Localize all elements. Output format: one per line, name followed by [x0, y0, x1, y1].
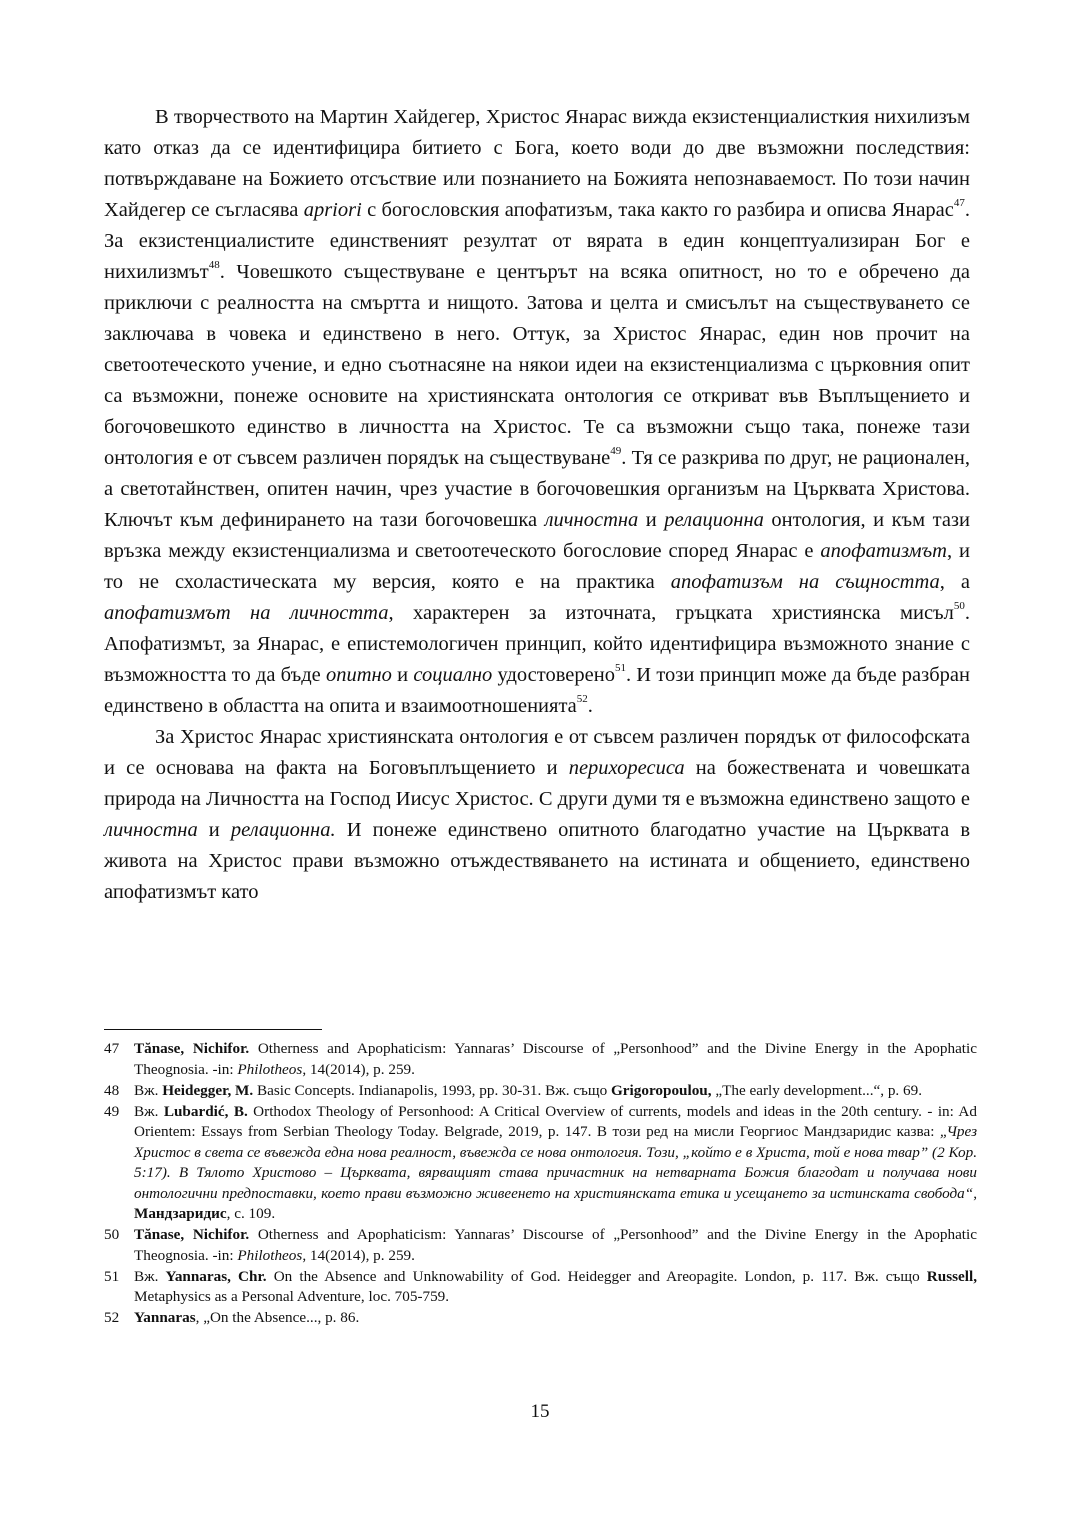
text-run: Basic Concepts. Indianapolis, 1993, pp. 30-31. Вж. също: [253, 1081, 611, 1099]
footnote-51: [104, 1267, 977, 1308]
footnote-47: [104, 1039, 977, 1080]
footnote-text: [134, 1267, 977, 1308]
footnote-author: Lubardić, B.: [163, 1102, 248, 1120]
text-run: За Христос Янарас християнската онтология е от съвсем различен порядък от философската и се основава на факта на Боговъплъщението и: [104, 726, 970, 779]
footnote-number: 51: [104, 1267, 120, 1285]
text-run: Metaphysics as a Personal Adventure, loc. 705-759.: [134, 1288, 450, 1305]
italic-run: „Чрез Христос в света се въвежда една нова реалност, въвежда се нова онтология. Този, „който е в Христа, той е нова твар” (2 Кор. 5:17). В Тялото Христово – Църквата, вярващият става причастник на нетварната Божия благодат и получава нови онтологични предпоставки, което прави възможно живеенето на християнската етика и усещането за истинската свобода“: [134, 1123, 977, 1202]
footnote-ref-52[interactable]: 52: [576, 693, 588, 706]
footnote-author: Tănase, Nichifor.: [134, 1226, 250, 1243]
text-run: , 14(2014), p. 259.: [302, 1246, 415, 1264]
italic-run: личностна: [104, 819, 198, 841]
text-run: . Човешкото съществуване е центърът на всяка опитност, но то е обречено да приключи с реалността на смъртта и нищото. Затова и целта и смисълът на съществуването се заключава в човека и единствено в него. Оттук, за Христос Янарас, един нов прочит на светоотеческото учение, и едно съотнасяне на някои идеи на екзистенциализма с църковния опит са възможни, понеже основите на християнската онтология се откриват във Въплъщението и богочовешкото единство в личността на Христос. Те са възможни също така, понеже тази онтология е от съвсем различен порядък на съществуване: [104, 261, 970, 469]
footnote-number: 52: [104, 1309, 120, 1326]
text-run: .: [587, 695, 593, 717]
footnote-ref-48[interactable]: 48: [208, 259, 220, 272]
page-number: 15: [530, 1401, 550, 1422]
italic-run: апофатизъм на същността: [670, 571, 940, 593]
body-text: [104, 102, 970, 908]
footnote-separator: [104, 1029, 322, 1030]
text-run: Orthodox Theology of Personhood: A Critical Overview of currents, models and ideas in the 20th century. - in: Ad Orientem: Essays from Serbian Theology Today. Belgrade, 2019, p. 147. В този ред на мисли Георгиос Мандзаридис казва:: [134, 1102, 977, 1140]
italic-run: релационна: [664, 509, 764, 531]
text-run: на божествената и човешката природа на Личността на Господ Иисус Христос. С други думи тя е възможна единствено защото е: [104, 757, 970, 810]
footnote-author: Heidegger, M.: [162, 1081, 254, 1099]
text-run: онтология, и към тази връзка между екзистенциализма и светоотеческото богословие според Янарас е: [104, 509, 970, 562]
text-run: Вж.: [134, 1267, 166, 1285]
text-run: . И този принцип може да бъде разбран единствено в областта на опита и взаимоотношенията: [104, 664, 970, 717]
italic-run: социално: [413, 664, 493, 686]
footnote-author: Yannaras, Chr.: [165, 1267, 267, 1285]
footnote-number: 47: [104, 1040, 120, 1057]
footnote-text: [134, 1225, 977, 1266]
text-run: , „On the Absence..., p. 86.: [195, 1309, 360, 1326]
text-run: On the Absence and Unknowability of God. Heidegger and Areopagite. London, p. 117. Вж. също: [266, 1267, 927, 1285]
footnote-ref-49[interactable]: 49: [610, 445, 622, 458]
text-run: и: [638, 509, 665, 531]
footnote-number: 49: [104, 1102, 120, 1120]
footnote-text: [134, 1308, 977, 1329]
text-run: В творчеството на Мартин Хайдегер, Христос Янарас вижда екзистенциалисткия нихилизъм като отказ да се идентифицира битието с Бога, което води до две възможни последствия: потвърждаване на Божието отсъствие или познанието на Божията непознаваемост. По този начин Хайдегер се съгласява: [104, 106, 970, 221]
text-run: . Тя се разкрива по друг, не рационален, а светотайнствен, опитен начин, чрез участие в богочовешкия организъм на Църквата Христова. Ключът към дефинирането на тази богочовешка: [104, 447, 971, 531]
text-run: , 14(2014), p. 259.: [302, 1060, 415, 1078]
italic-run: опитно: [325, 664, 392, 686]
footnote-ref-51[interactable]: 51: [614, 662, 626, 675]
text-run: удостоверено: [492, 664, 615, 686]
footnote-author: Russell,: [926, 1267, 978, 1285]
footnote-text: [134, 1039, 977, 1080]
footnote-48: [104, 1081, 977, 1102]
italic-run: апофатизмът на личността: [104, 602, 389, 624]
footnote-52: [104, 1308, 977, 1329]
italic-run: Philotheos: [237, 1246, 303, 1264]
text-run: , с. 109.: [226, 1205, 276, 1222]
italic-run: апофатизмът: [820, 540, 947, 562]
italic-run: apriori: [303, 199, 362, 221]
paragraph-2: [104, 722, 970, 908]
text-run: с богословския апофатизъм, така както го разбира и описва Янарас: [361, 199, 954, 221]
text-run: и: [197, 819, 231, 841]
footnote-49: [104, 1102, 977, 1225]
paragraph-1: [104, 102, 970, 722]
text-run: Otherness and Apophaticism: Yannaras’ Discourse of „Personhood” and the Divine Energy in the Apophatic Theognosia. -in:: [134, 1040, 977, 1078]
footnote-ref-47[interactable]: 47: [953, 197, 965, 210]
footnote-author: Grigoropoulou,: [610, 1081, 712, 1099]
italic-run: релационна.: [230, 819, 336, 841]
footnote-author: Tănase, Nichifor.: [134, 1040, 250, 1057]
text-run: . За екзистенциалистите единственият резултат от вярата в един концептуализиран Бог е нихилизмът: [104, 199, 970, 283]
text-run: „The early development...“, p. 69.: [711, 1081, 922, 1099]
italic-run: Philotheos: [237, 1060, 303, 1078]
footnote-author: Yannaras: [134, 1309, 196, 1326]
footnote-author: Мандзаридис: [134, 1205, 227, 1222]
italic-run: личностна: [544, 509, 639, 531]
text-run: , характерен за източната, гръцката християнска мисъл: [388, 602, 954, 624]
footnote-number: 50: [104, 1226, 120, 1243]
footnote-ref-50[interactable]: 50: [953, 600, 965, 613]
text-run: Otherness and Apophaticism: Yannaras’ Discourse of „Personhood” and the Divine Energy in the Apophatic Theognosia. -in:: [134, 1226, 977, 1264]
footnote-number: 48: [104, 1081, 120, 1099]
footnotes: [104, 1039, 977, 1329]
footnote-50: [104, 1225, 977, 1266]
footnote-text: [134, 1102, 977, 1225]
text-run: и: [391, 664, 414, 686]
text-run: , и то не схоластическата му версия, която е на практика: [104, 540, 970, 593]
text-run: Вж.: [134, 1102, 164, 1120]
italic-run: перихоресиса: [568, 757, 685, 779]
text-run: Вж.: [134, 1081, 163, 1099]
text-run: ,: [973, 1184, 977, 1202]
text-run: . Апофатизмът, за Янарас, е епистемологичен принцип, който идентифицира възможното знание с възможността то да бъде: [104, 602, 971, 686]
footnote-text: [134, 1081, 977, 1102]
text-run: И понеже единствено опитното благодатно участие на Църквата в живота на Христос прави възможно отъждествяването на истината и общението, единствено апофатизмът като: [104, 819, 970, 903]
text-run: , а: [939, 571, 970, 593]
